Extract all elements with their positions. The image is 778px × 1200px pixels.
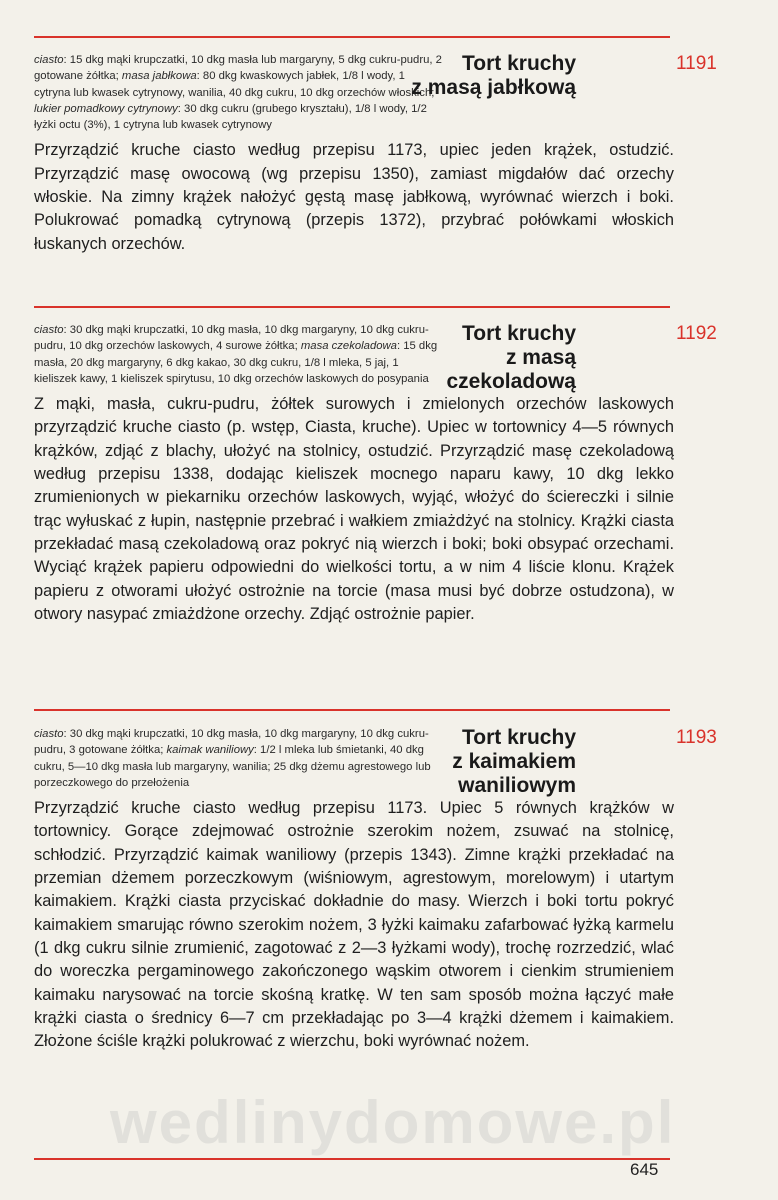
section-divider bbox=[34, 306, 670, 308]
recipe-title: Tort kruchy z masą jabłkową bbox=[411, 52, 576, 99]
recipe-instructions: Z mąki, masła, cukru-pudru, żółtek surowych i zmielonych orzechów laskowych przyrządzić kruche ciasto (p. wstęp, Ciasta, kruche). Upiec w tortownicy 4—5 równych krążków, zdjąć z blachy, ułożyć na stolnicy, ostudzić. Przyrządzić masę czekoladową według przepisu 1338, dodając kieliszek mocnego naparu kawy, 10 dkg lekko zrumienionych w piekarniku orzechów laskowych, wyjąć, włożyć do ściereczki i silnie trąc wyłuskać z łupin, następnie przebrać i wałkiem zmiażdżyć na stolnicy. Krążki ciasta przekładać masą czekoladową oraz pokryć nią wierzch i boki; boki obsypać orzechami. Wyciąć krążek papieru odpowiedni do wielkości tortu, a w nim 4 liście klonu. Krążek papieru z otworami ułożyć ostrożnie na torcie (masa musi być dobrze ostudzona), w otwory nasypać zmiażdżone orzechy. Zdjąć ostrożnie papier. bbox=[34, 395, 674, 623]
page-number: 645 bbox=[630, 1160, 659, 1179]
section-divider bbox=[34, 36, 670, 38]
recipe-title: Tort kruchy z masą czekoladową bbox=[446, 322, 576, 393]
recipe-1192 bbox=[34, 322, 717, 626]
watermark: wedlinydomowe.pl bbox=[110, 1089, 676, 1156]
ingredients-list: ciasto: 30 dkg mąki krupczatki, 10 dkg masła, 10 dkg margaryny, 10 dkg cukru-pudru, 10 dkg orzechów laskowych, 4 surowe żółtka; masa czekoladowa: 15 dkg masła, 20 dkg margaryny, 6 dkg kakao, 30 dkg cukru, 1/8 l mleka, 5 jaj, 1 kieliszek kawy, 1 kieliszek spirytusu, 10 dkg orzechów laskowych do posypania bbox=[34, 324, 438, 385]
ingredients-list: ciasto: 30 dkg mąki krupczatki, 10 dkg masła, 10 dkg margaryny, 10 dkg cukru-pudru, 3 gotowane żółtka; kaimak waniliowy: 1/2 l mleka lub śmietanki, 40 dkg cukru, 5—10 dkg masła lub margaryny, wanilia; 25 dkg dżemu agrestowego lub porzeczkowego do przełożenia bbox=[34, 728, 431, 789]
recipe-instructions: Przyrządzić kruche ciasto według przepisu 1173, upiec jeden krążek, ostudzić. Przyrządzić masę owocową (wg przepisu 1350), zamiast migdałów dać orzechy włoskie. Na zimny krążek nałożyć gęstą masę jabłkową, wyrównać wierzch i boki. Polukrować pomadką cytrynową (przepis 1372), przybrać połówkami włoskich łuskanych orzechów. bbox=[34, 141, 674, 253]
section-divider bbox=[34, 709, 670, 711]
recipe-1191 bbox=[34, 52, 717, 256]
recipe-number: 1192 bbox=[676, 323, 717, 344]
recipe-number: 1191 bbox=[676, 53, 717, 74]
recipe-instructions: Przyrządzić kruche ciasto według przepisu 1173. Upiec 5 równych krążków w tortownicy. Gorące zdejmować ostrożnie szerokim nożem, zsuwać na stolnicę, schłodzić. Przyrządzić kaimak waniliowy (przepis 1343). Zimne krążki przekładać na przemian dżemem porzeczkowym (wiśniowym, agrestowym, morelowym) i utartym kaimakiem. Krążki ciasta przyciskać dokładnie do masy. Wierzch i boki tortu pokryć kaimakiem smarując równo szerokim nożem, 3 łyżki kaimaku zafarbować łyżką karmelu (1 dkg cukru silnie zrumienić, zagotować z 2—3 łyżkami wody), trochę rozrzedzić, wlać do woreczka pergaminowego zakończonego wąskim otworem i cienkim strumieniem kaimaku narysować na torcie skośną kratkę. W ten sam sposób można łączyć małe krążki ciasta o średnicy 6—7 cm przekładając po 3—4 krążki dżemem i kaimakiem. Złożone ściśle krążki polukrować z wierzchu, boki wyrównać nożem. bbox=[34, 799, 674, 1051]
recipe-1193 bbox=[34, 726, 717, 1053]
recipe-number: 1193 bbox=[676, 727, 717, 748]
section-divider bbox=[34, 1158, 670, 1160]
ingredients-list: ciasto: 15 dkg mąki krupczatki, 10 dkg masła lub margaryny, 5 dkg cukru-pudru, 2 gotowane żółtka; masa jabłkowa: 80 dkg kwaskowych jabłek, 1/8 l wody, 1 cytryna lub kwasek cytrynowy, wanilia, 40 dkg cukru, 10 dkg orzechów włoskich; lukier pomadkowy cytrynowy: 30 dkg cukru (grubego kryształu), 1/8 l wody, 1/2 łyżki octu (3%), 1 cytryna lub kwasek cytrynowy bbox=[34, 54, 442, 132]
recipe-title: Tort kruchy z kaimakiem waniliowym bbox=[452, 726, 576, 797]
